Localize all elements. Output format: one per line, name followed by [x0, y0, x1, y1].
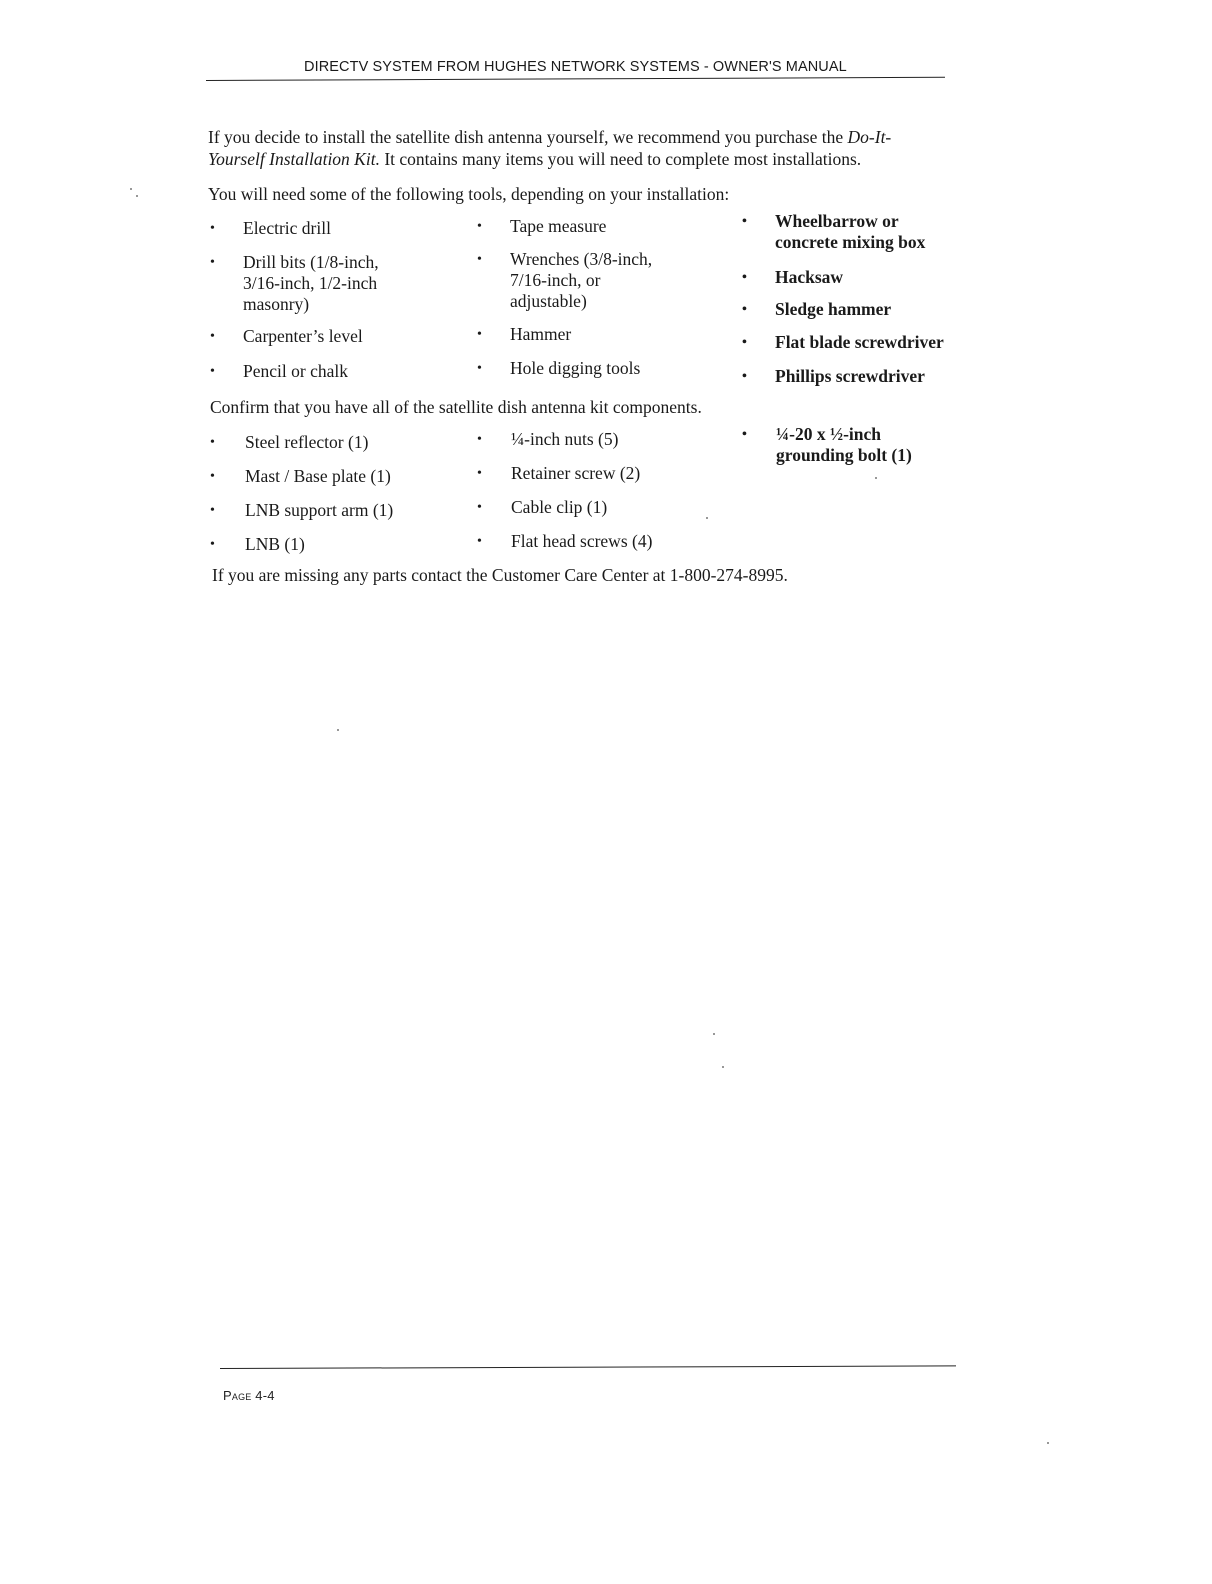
- list-item-text: Hole digging tools: [510, 358, 641, 378]
- bullet-point: •: [477, 219, 482, 234]
- list-item-text: Pencil or chalk: [243, 361, 348, 381]
- scan-speck: [722, 1066, 724, 1068]
- scan-speck: [875, 477, 877, 479]
- bullet-point: •: [477, 466, 482, 481]
- list-item-text: 3/16-inch, 1/2-inch: [243, 273, 378, 293]
- bullet-point: •: [210, 221, 215, 236]
- list-item-text: Tape measure: [510, 216, 607, 236]
- scan-speck: [713, 1033, 715, 1035]
- list-item-text: 7/16-inch, or: [510, 270, 601, 290]
- bullet-point: •: [210, 435, 215, 450]
- bullet-point: •: [477, 361, 482, 376]
- bullet-point: •: [210, 255, 215, 270]
- bullet-point: •: [742, 270, 747, 285]
- bullet-point: •: [210, 537, 215, 552]
- list-item-text: Flat blade screwdriver: [775, 332, 944, 352]
- list-item-text: Cable clip (1): [511, 497, 608, 517]
- list-item-text: concrete mixing box: [775, 232, 926, 252]
- list-item-text: ¼-inch nuts (5): [511, 429, 619, 449]
- bullet-point: •: [477, 432, 482, 447]
- list-item-text: ¼-20 x ½-inch: [776, 424, 881, 444]
- list-item-text: masonry): [243, 294, 310, 314]
- bullet-point: •: [210, 364, 215, 379]
- kit-name-italic-cont: Yourself Installation Kit.: [208, 149, 380, 169]
- list-item-text: Mast / Base plate (1): [245, 466, 391, 486]
- scan-speck: [136, 195, 138, 197]
- list-item-text: Drill bits (1/8-inch,: [243, 252, 379, 272]
- bullet-point: •: [477, 327, 482, 342]
- kit-name-italic: Do-It-: [847, 127, 892, 147]
- header-title: DIRECTV SYSTEM FROM HUGHES NETWORK SYSTEMS - OWNER'S MANUAL: [304, 59, 847, 75]
- scan-speck: [706, 517, 708, 519]
- bullet-point: •: [210, 329, 215, 344]
- bullet-point: •: [742, 302, 747, 317]
- contact-info: If you are missing any parts contact the Customer Care Center at 1-800-274-8995.: [212, 565, 788, 585]
- list-item-text: Flat head screws (4): [511, 531, 653, 551]
- page-number: Page 4-4: [223, 1388, 275, 1403]
- list-item-text: Retainer screw (2): [511, 463, 641, 483]
- scan-speck: [130, 188, 132, 190]
- footer-rule: [220, 1365, 956, 1369]
- intro-text: If you decide to install the satellite dish antenna yourself, we recommend you purchase the: [208, 127, 848, 147]
- list-item-text: grounding bolt (1): [776, 445, 912, 465]
- intro-text-cont: It contains many items you will need to complete most installations.: [379, 149, 862, 169]
- list-item-text: Carpenter’s level: [243, 326, 363, 346]
- bullet-point: •: [742, 369, 747, 384]
- list-item-text: Wrenches (3/8-inch,: [510, 249, 653, 269]
- list-item-text: LNB support arm (1): [245, 500, 394, 520]
- scan-speck: [337, 729, 339, 731]
- bullet-point: •: [742, 214, 747, 229]
- bullet-point: •: [742, 335, 747, 350]
- intro-line-1: [208, 127, 891, 148]
- list-item-text: Phillips screwdriver: [775, 366, 925, 386]
- bullet-point: •: [210, 469, 215, 484]
- list-item-text: Steel reflector (1): [245, 432, 369, 452]
- list-item-text: adjustable): [510, 291, 587, 311]
- list-item-text: LNB (1): [245, 534, 305, 554]
- bullet-point: •: [477, 500, 482, 515]
- bullet-point: •: [742, 427, 747, 442]
- bullet-point: •: [477, 534, 482, 549]
- list-item-text: Electric drill: [243, 218, 331, 238]
- list-item-text: Hammer: [510, 324, 572, 344]
- list-item-text: Sledge hammer: [775, 299, 892, 319]
- tools-intro: You will need some of the following tools, depending on your installation:: [208, 184, 730, 204]
- intro-line-2: [208, 149, 861, 170]
- kit-intro: Confirm that you have all of the satellite dish antenna kit components.: [210, 397, 702, 417]
- list-item-text: Wheelbarrow or: [775, 211, 899, 231]
- bullet-point: •: [210, 503, 215, 518]
- list-item-text: Hacksaw: [775, 267, 844, 287]
- header-rule: [206, 77, 945, 81]
- bullet-point: •: [477, 252, 482, 267]
- scan-speck: [1047, 1442, 1049, 1444]
